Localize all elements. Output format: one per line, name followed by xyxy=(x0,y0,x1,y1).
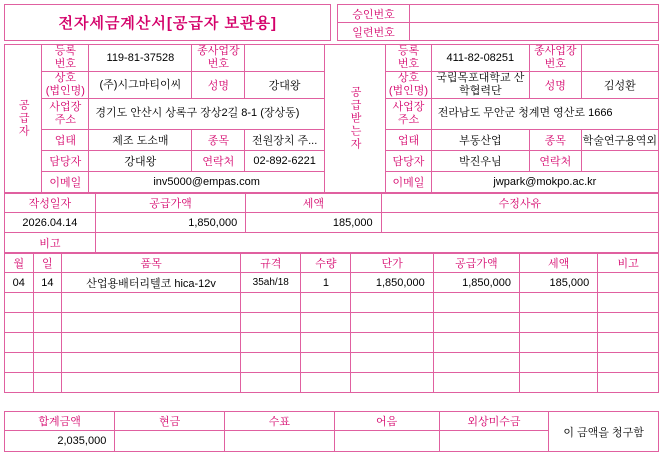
supplier-subbiz-label-l2: 번호 xyxy=(207,58,229,70)
supplier-reg-no-label-l2: 번호 xyxy=(54,58,76,70)
cell-empty[interactable] xyxy=(5,293,34,313)
cell-spec[interactable]: 35ah/18 xyxy=(241,273,301,293)
cell-empty[interactable] xyxy=(5,313,34,333)
supplier-biztype-value[interactable]: 제조 도소매 xyxy=(89,130,192,151)
buyer-email-value[interactable]: jwpark@mokpo.ac.kr xyxy=(431,172,658,193)
supplier-reg-no-value[interactable]: 119-81-37528 xyxy=(89,45,192,72)
cell-empty[interactable] xyxy=(62,353,241,373)
supplier-side-label xyxy=(5,45,42,193)
cell-empty[interactable] xyxy=(598,353,659,373)
cell-empty[interactable] xyxy=(33,333,62,353)
buyer-ceo-label: 성명 xyxy=(529,72,581,99)
approval-no-value[interactable] xyxy=(409,5,658,23)
cell-empty[interactable] xyxy=(5,373,34,393)
check-label: 수표 xyxy=(225,412,335,431)
cell-empty[interactable] xyxy=(433,313,519,333)
cell-empty[interactable] xyxy=(241,333,301,353)
supplier-biztype-label: 업태 xyxy=(42,130,89,151)
document-title: 전자세금계산서 xyxy=(58,15,167,32)
cell-empty[interactable] xyxy=(520,353,598,373)
credit-value[interactable] xyxy=(439,431,549,452)
cash-label: 현금 xyxy=(115,412,225,431)
cell-empty[interactable] xyxy=(5,353,34,373)
promissory-note-label: 어음 xyxy=(334,412,439,431)
supplier-subbiz-value[interactable] xyxy=(245,45,324,72)
cell-empty[interactable] xyxy=(351,293,433,313)
supplier-manager-value[interactable]: 강대왕 xyxy=(89,151,192,172)
cash-value[interactable] xyxy=(115,431,225,452)
col-spec: 규격 xyxy=(241,254,301,273)
supplier-address-label-l1: 사업장 xyxy=(49,101,82,114)
cell-note[interactable] xyxy=(598,273,659,293)
cell-empty[interactable] xyxy=(598,313,659,333)
cell-empty[interactable] xyxy=(520,293,598,313)
cell-empty[interactable] xyxy=(433,293,519,313)
cell-day[interactable]: 14 xyxy=(33,273,62,293)
table-row-empty[interactable] xyxy=(5,293,659,313)
summary-supply-label: 공급가액 xyxy=(95,194,245,213)
col-supply: 공급가액 xyxy=(433,254,519,273)
supplier-company-label xyxy=(42,72,89,99)
supplier-email-label: 이메일 xyxy=(42,172,89,193)
check-value[interactable] xyxy=(225,431,335,452)
supplier-manager-label: 담당자 xyxy=(42,151,89,172)
supplier-ceo-value[interactable]: 강대왕 xyxy=(245,72,324,99)
supplier-subbiz-label xyxy=(192,45,245,72)
cell-empty[interactable] xyxy=(62,333,241,353)
buyer-reg-no-label-l2: 번호 xyxy=(397,58,420,70)
total-amount-value[interactable]: 2,035,000 xyxy=(5,431,115,452)
table-row-empty[interactable] xyxy=(5,353,659,373)
cell-empty[interactable] xyxy=(520,333,598,353)
line-items-table xyxy=(4,253,659,393)
buyer-company-value[interactable]: 국립목포대학교 산학협력단 xyxy=(431,72,529,99)
serial-no-label: 일련번호 xyxy=(338,23,409,41)
cell-empty[interactable] xyxy=(301,353,351,373)
note-value[interactable] xyxy=(95,233,658,253)
invoice-outer xyxy=(4,4,659,447)
buyer-subbiz-label xyxy=(529,45,581,72)
buyer-address-value[interactable]: 전라남도 무안군 청계면 영산로 1666 xyxy=(431,99,658,130)
document-title-cell xyxy=(5,5,331,41)
supplier-address-value[interactable]: 경기도 안산시 상록구 장상2길 8-1 (장상동) xyxy=(89,99,324,130)
buyer-reg-no-label xyxy=(386,45,431,72)
supplier-ceo-label: 성명 xyxy=(192,72,245,99)
supplier-reg-no-label-l1: 등록 xyxy=(54,45,76,58)
buyer-company-label xyxy=(386,72,431,99)
supplier-side-text: 공급자 xyxy=(17,99,30,138)
cell-empty[interactable] xyxy=(598,373,659,393)
cell-empty[interactable] xyxy=(598,293,659,313)
col-product: 품목 xyxy=(62,254,241,273)
table-row-empty[interactable] xyxy=(5,313,659,333)
cell-empty[interactable] xyxy=(5,333,34,353)
totals-table xyxy=(4,411,659,452)
cell-month[interactable]: 04 xyxy=(5,273,34,293)
supplier-item-label: 종목 xyxy=(192,130,245,151)
document-title-sub: [공급자 보관용] xyxy=(166,15,278,32)
cell-empty[interactable] xyxy=(351,353,433,373)
supplier-reg-no-label xyxy=(42,45,89,72)
cell-empty[interactable] xyxy=(241,313,301,333)
cell-empty[interactable] xyxy=(33,313,62,333)
header-spacer xyxy=(331,5,338,41)
buyer-reg-no-value[interactable]: 411-82-08251 xyxy=(431,45,529,72)
buyer-item-value[interactable]: 학술연구용역외 xyxy=(581,130,658,151)
col-note: 비고 xyxy=(598,254,659,273)
col-month: 월 xyxy=(5,254,34,273)
note-label: 비고 xyxy=(5,233,96,253)
supplier-company-label-l1: 상호 xyxy=(54,72,76,85)
cell-empty[interactable] xyxy=(62,293,241,313)
buyer-manager-value[interactable]: 박진우님 xyxy=(431,151,529,172)
invoice-header-table xyxy=(4,4,659,41)
supplier-subbiz-label-l1: 종사업장 xyxy=(197,45,240,58)
cell-empty[interactable] xyxy=(241,293,301,313)
buyer-side-label xyxy=(324,45,385,193)
summary-tax-value[interactable]: 185,000 xyxy=(246,213,381,233)
buyer-subbiz-label-l2: 번호 xyxy=(544,58,566,70)
approval-no-label: 승인번호 xyxy=(338,5,409,23)
buyer-side-text: 공급받는자 xyxy=(349,86,362,151)
summary-table xyxy=(4,193,659,253)
buyer-company-label-l1: 상호 xyxy=(397,72,420,85)
footer-spacer xyxy=(4,393,659,411)
table-row-empty[interactable] xyxy=(5,373,659,393)
cell-empty[interactable] xyxy=(301,333,351,353)
cell-empty[interactable] xyxy=(433,333,519,353)
claim-statement xyxy=(549,412,659,452)
issue-date-value[interactable]: 2026.04.14 xyxy=(5,213,96,233)
summary-tax-label: 세액 xyxy=(246,194,381,213)
parties-table xyxy=(4,44,659,193)
buyer-address-label-l1: 사업장 xyxy=(392,101,425,114)
col-day: 일 xyxy=(33,254,62,273)
buyer-biztype-label: 업태 xyxy=(386,130,431,151)
col-tax: 세액 xyxy=(520,254,598,273)
buyer-reg-no-label-l1: 등록 xyxy=(397,45,420,58)
cell-empty[interactable] xyxy=(241,373,301,393)
cell-empty[interactable] xyxy=(33,293,62,313)
cell-tax[interactable]: 185,000 xyxy=(520,273,598,293)
supplier-contact-label: 연락처 xyxy=(192,151,245,172)
supplier-email-value[interactable]: inv5000@empas.com xyxy=(89,172,324,193)
table-row[interactable] xyxy=(5,273,659,293)
buyer-item-label: 종목 xyxy=(529,130,581,151)
cell-empty[interactable] xyxy=(33,353,62,373)
serial-no-value[interactable] xyxy=(409,23,658,41)
cell-empty[interactable] xyxy=(520,313,598,333)
supplier-contact-value[interactable]: 02-892-6221 xyxy=(245,151,324,172)
amend-reason-value[interactable] xyxy=(381,213,658,233)
cell-empty[interactable] xyxy=(33,373,62,393)
promissory-note-value[interactable] xyxy=(334,431,439,452)
col-qty: 수량 xyxy=(301,254,351,273)
buyer-contact-value[interactable] xyxy=(581,151,658,172)
supplier-company-value[interactable]: (주)시그마티이씨 xyxy=(89,72,192,99)
amend-reason-label: 수정사유 xyxy=(381,194,658,213)
cell-empty[interactable] xyxy=(241,353,301,373)
cell-product[interactable]: 산업용배터리텔코 hica-12v xyxy=(62,273,241,293)
buyer-manager-label: 담당자 xyxy=(386,151,431,172)
cell-empty[interactable] xyxy=(301,313,351,333)
credit-label: 외상미수금 xyxy=(439,412,549,431)
cell-empty[interactable] xyxy=(433,373,519,393)
cell-qty[interactable]: 1 xyxy=(301,273,351,293)
cell-empty[interactable] xyxy=(598,333,659,353)
table-row-empty[interactable] xyxy=(5,333,659,353)
claim-text-2: 청구함 xyxy=(611,426,644,439)
summary-supply-value[interactable]: 1,850,000 xyxy=(95,213,245,233)
supplier-address-label-l2: 주소 xyxy=(54,114,76,126)
buyer-address-label xyxy=(386,99,431,130)
supplier-address-label xyxy=(42,99,89,130)
cell-empty[interactable] xyxy=(433,353,519,373)
buyer-ceo-value[interactable]: 김성환 xyxy=(581,72,658,99)
total-amount-label: 합계금액 xyxy=(5,412,115,431)
cell-unit-price[interactable]: 1,850,000 xyxy=(351,273,433,293)
supplier-item-value[interactable]: 전원장치 주... xyxy=(245,130,324,151)
cell-empty[interactable] xyxy=(301,293,351,313)
cell-empty[interactable] xyxy=(301,373,351,393)
buyer-company-label-l2: (법인명) xyxy=(388,85,429,97)
cell-empty[interactable] xyxy=(62,313,241,333)
buyer-biztype-value[interactable]: 부동산업 xyxy=(431,130,529,151)
cell-empty[interactable] xyxy=(351,313,433,333)
cell-empty[interactable] xyxy=(520,373,598,393)
cell-empty[interactable] xyxy=(351,373,433,393)
cell-empty[interactable] xyxy=(62,373,241,393)
claim-text-1: 이 금액을 xyxy=(563,426,609,439)
supplier-company-label-l2: (법인명) xyxy=(45,85,85,97)
buyer-subbiz-value[interactable] xyxy=(581,45,658,72)
line-items-header-row xyxy=(5,254,659,273)
issue-date-label: 작성일자 xyxy=(5,194,96,213)
buyer-contact-label: 연락처 xyxy=(529,151,581,172)
cell-supply[interactable]: 1,850,000 xyxy=(433,273,519,293)
col-unit-price: 단가 xyxy=(351,254,433,273)
buyer-address-label-l2: 주소 xyxy=(397,114,420,126)
buyer-subbiz-label-l1: 종사업장 xyxy=(534,45,577,58)
buyer-email-label: 이메일 xyxy=(386,172,431,193)
cell-empty[interactable] xyxy=(351,333,433,353)
